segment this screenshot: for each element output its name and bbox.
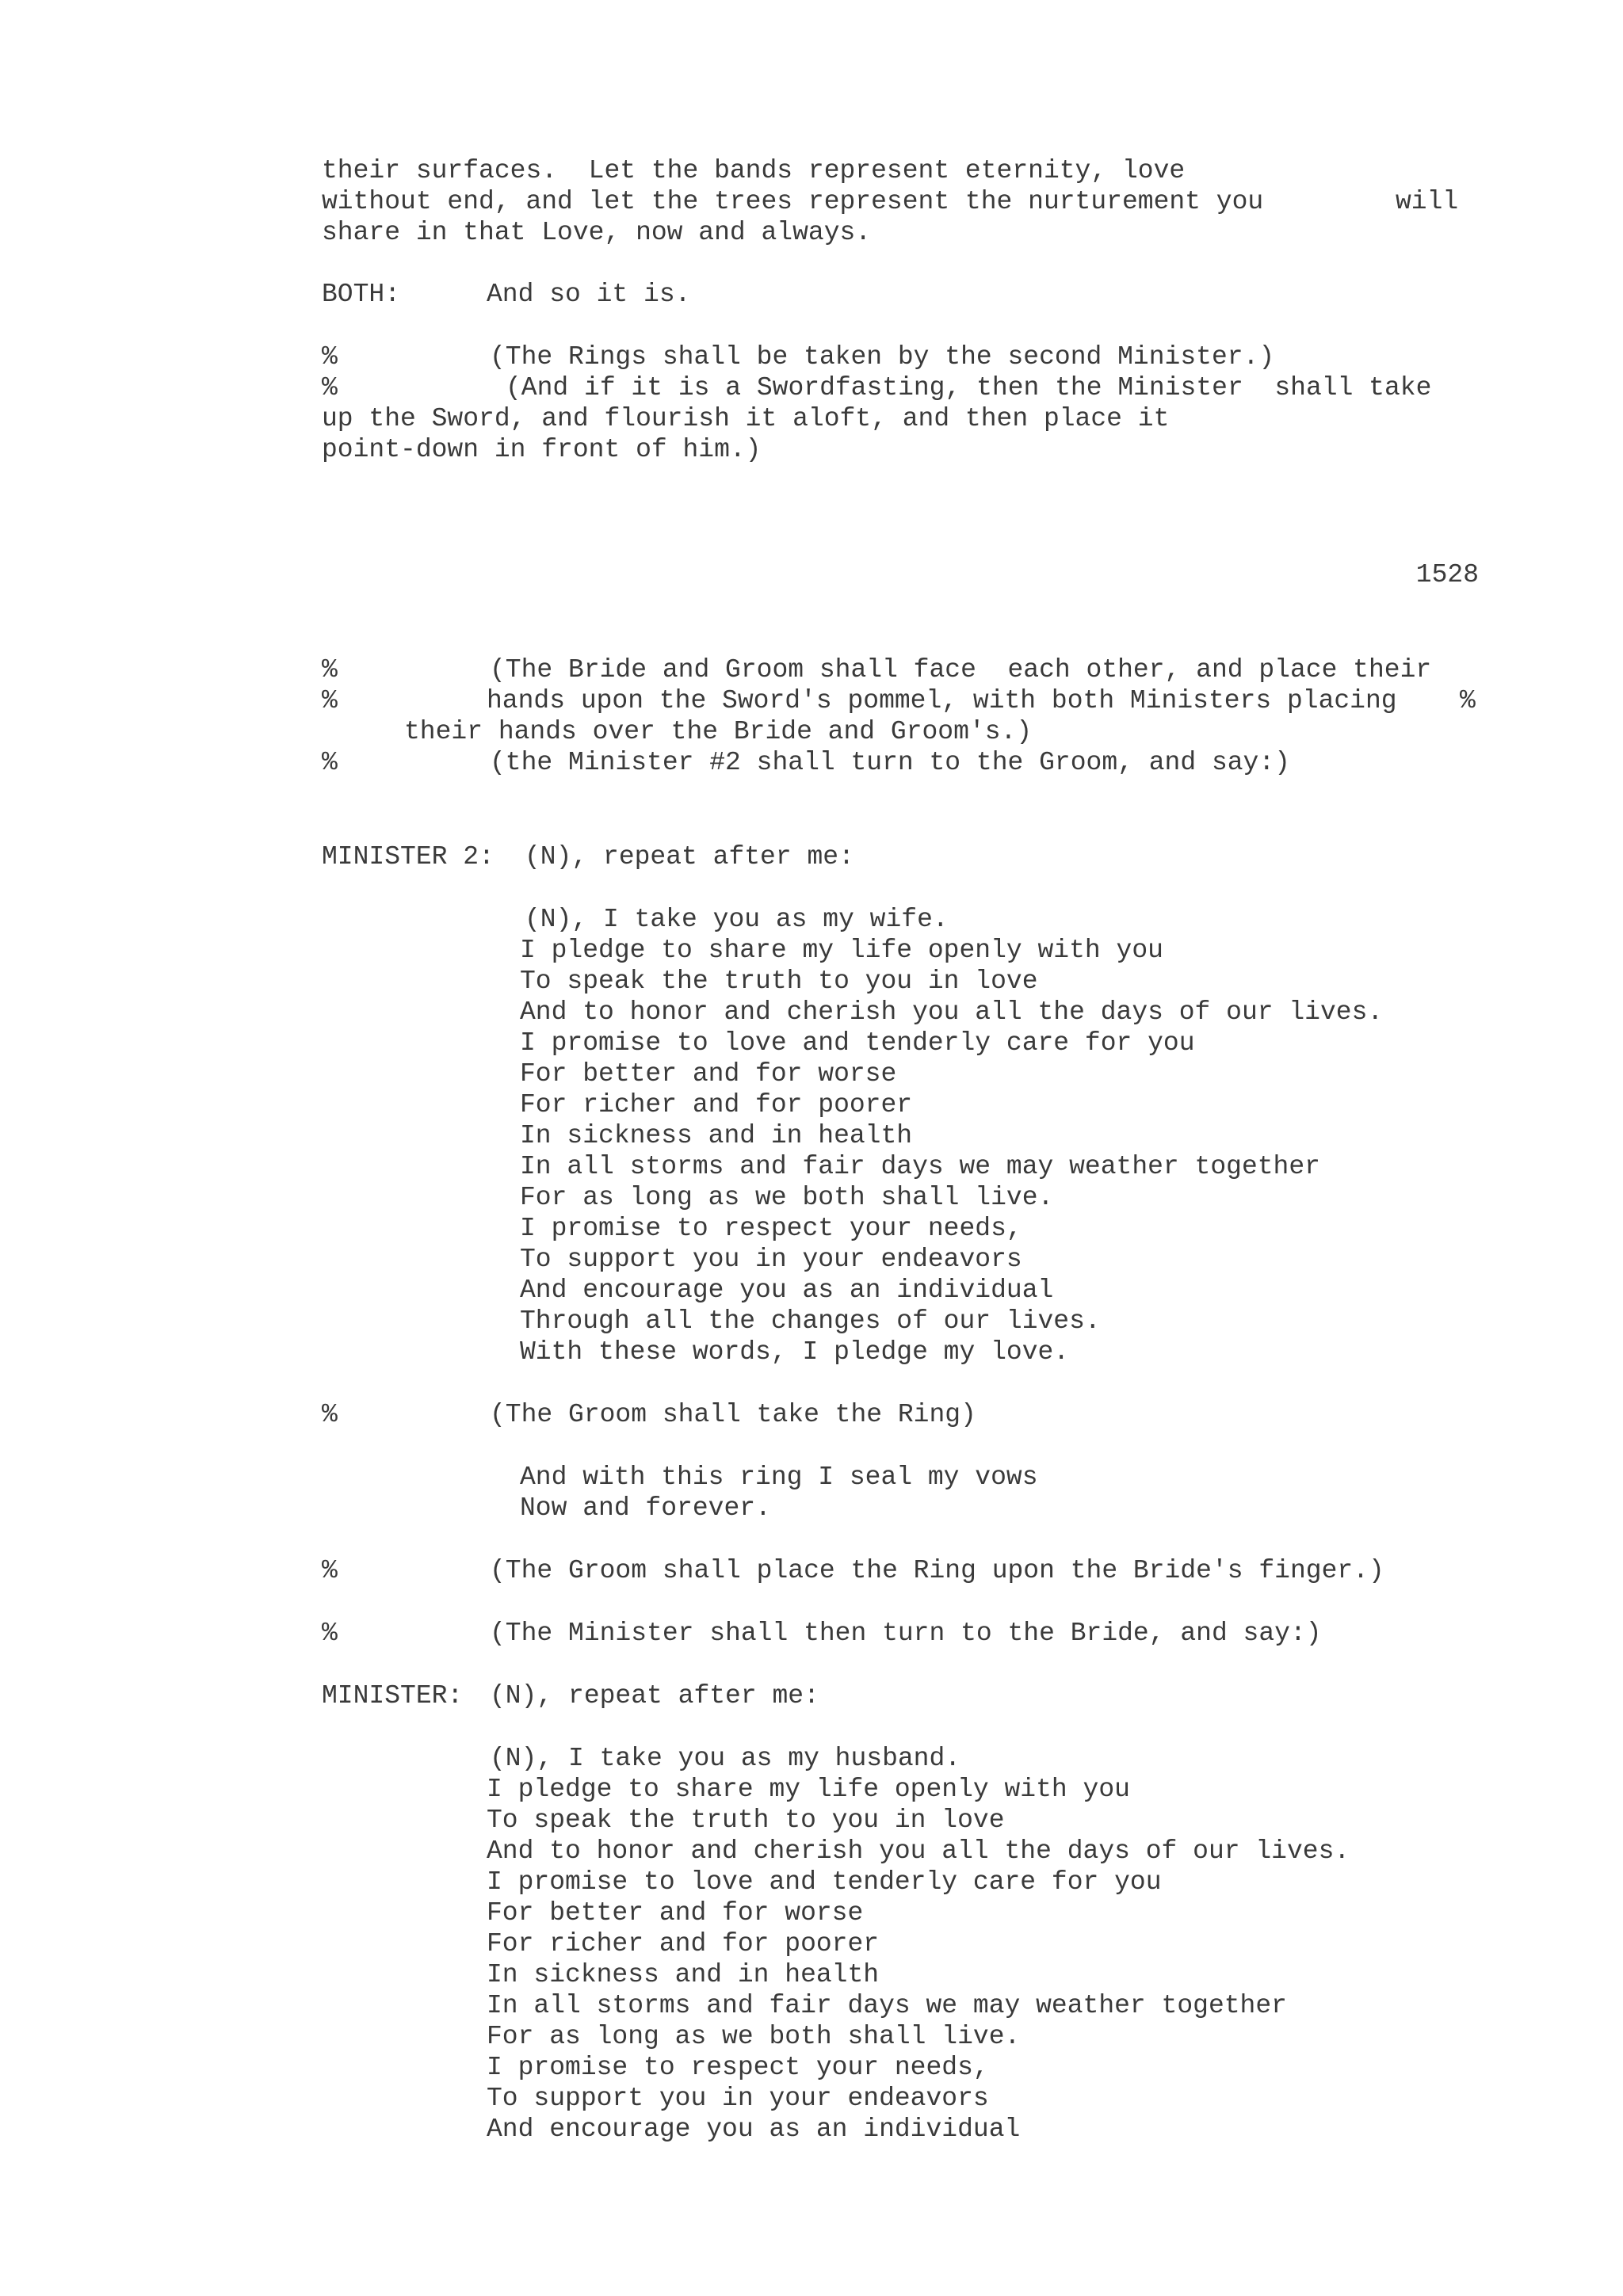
text-line: will bbox=[1396, 187, 1459, 216]
vow-line: I pledge to share my life openly with you bbox=[520, 936, 1163, 965]
vow-line: I promise to love and tenderly care for you bbox=[487, 1867, 1162, 1897]
vow-line: To speak the truth to you in love bbox=[487, 1806, 1005, 1835]
vow-line: Through all the changes of our lives. bbox=[520, 1306, 1101, 1336]
vow-line: In sickness and in health bbox=[487, 1960, 880, 1989]
stage-mark: % bbox=[322, 686, 338, 715]
vow-line: To support you in your endeavors bbox=[520, 1245, 1022, 1274]
vow-line: For as long as we both shall live. bbox=[487, 2022, 1021, 2051]
stage-mark: % bbox=[322, 1619, 338, 1648]
stage-direction: their hands over the Bride and Groom's.) bbox=[404, 717, 1033, 746]
text-line: their surfaces. Let the bands represent eternity, love bbox=[322, 156, 1186, 185]
stage-direction: (And if it is a Swordfasting, then the Minister shall take bbox=[506, 373, 1432, 402]
vow-line: With these words, I pledge my love. bbox=[520, 1337, 1070, 1367]
stage-mark: % bbox=[322, 342, 338, 372]
vow-line: To support you in your endeavors bbox=[487, 2084, 989, 2113]
stage-direction: (The Groom shall place the Ring upon the Bride's finger.) bbox=[490, 1556, 1384, 1585]
stage-direction: (the Minister #2 shall turn to the Groom, and say:) bbox=[490, 748, 1290, 777]
page-number: 1528 bbox=[1415, 560, 1479, 589]
vow-line: And encourage you as an individual bbox=[520, 1276, 1054, 1305]
stage-mark: % bbox=[322, 373, 338, 402]
vow-line: For richer and for poorer bbox=[520, 1090, 913, 1119]
vow-line: And to honor and cherish you all the days of our lives. bbox=[487, 1836, 1350, 1866]
vow-line: In all storms and fair days we may weather together bbox=[487, 1991, 1287, 2020]
vow-line: And with this ring I seal my vows bbox=[520, 1463, 1038, 1492]
vow-line: And to honor and cherish you all the days of our lives. bbox=[520, 997, 1384, 1027]
vow-line: For richer and for poorer bbox=[487, 1929, 880, 1958]
vow-line: For better and for worse bbox=[520, 1059, 897, 1089]
speaker-label: MINISTER 2: bbox=[322, 842, 495, 871]
text-line: without end, and let the trees represent the nurturement you bbox=[322, 187, 1264, 216]
vow-line: To speak the truth to you in love bbox=[520, 967, 1038, 996]
stage-direction: (The Bride and Groom shall face each other, and place their bbox=[490, 655, 1432, 685]
stage-mark: % bbox=[322, 748, 338, 777]
stage-mark: % bbox=[322, 1556, 338, 1585]
stage-direction: (The Minister shall then turn to the Bride, and say:) bbox=[490, 1619, 1322, 1648]
vow-line: For as long as we both shall live. bbox=[520, 1183, 1054, 1212]
vow-line: I promise to respect your needs, bbox=[520, 1214, 1022, 1243]
stage-direction: hands upon the Sword's pommel, with both Ministers placing bbox=[487, 686, 1397, 715]
speaker-text: (N), repeat after me: bbox=[490, 1681, 819, 1711]
stage-direction: up the Sword, and flourish it aloft, and then place it bbox=[322, 404, 1170, 433]
vow-line: And encourage you as an individual bbox=[487, 2115, 1021, 2144]
stage-mark: % bbox=[1460, 686, 1476, 715]
vow-line: I pledge to share my life openly with you bbox=[487, 1775, 1130, 1804]
speaker-text: And so it is. bbox=[487, 280, 691, 309]
stage-direction: point-down in front of him.) bbox=[322, 435, 762, 464]
speaker-label: MINISTER: bbox=[322, 1681, 464, 1711]
speaker-text: (N), repeat after me: bbox=[525, 842, 854, 871]
stage-direction: (The Rings shall be taken by the second Minister.) bbox=[490, 342, 1275, 372]
vow-line: I promise to respect your needs, bbox=[487, 2053, 989, 2082]
stage-direction: (The Groom shall take the Ring) bbox=[490, 1400, 976, 1429]
stage-mark: % bbox=[322, 1400, 338, 1429]
stage-mark: % bbox=[322, 655, 338, 685]
speaker-label: BOTH: bbox=[322, 280, 401, 309]
vow-line: In sickness and in health bbox=[520, 1121, 913, 1150]
vow-line: Now and forever. bbox=[520, 1493, 771, 1523]
vow-line: I promise to love and tenderly care for you bbox=[520, 1028, 1195, 1058]
text-line: share in that Love, now and always. bbox=[322, 218, 872, 247]
vow-line: (N), I take you as my husband. bbox=[490, 1744, 961, 1773]
vow-line: For better and for worse bbox=[487, 1898, 864, 1928]
vow-line: In all storms and fair days we may weather together bbox=[520, 1152, 1320, 1181]
vow-line: (N), I take you as my wife. bbox=[525, 905, 949, 934]
